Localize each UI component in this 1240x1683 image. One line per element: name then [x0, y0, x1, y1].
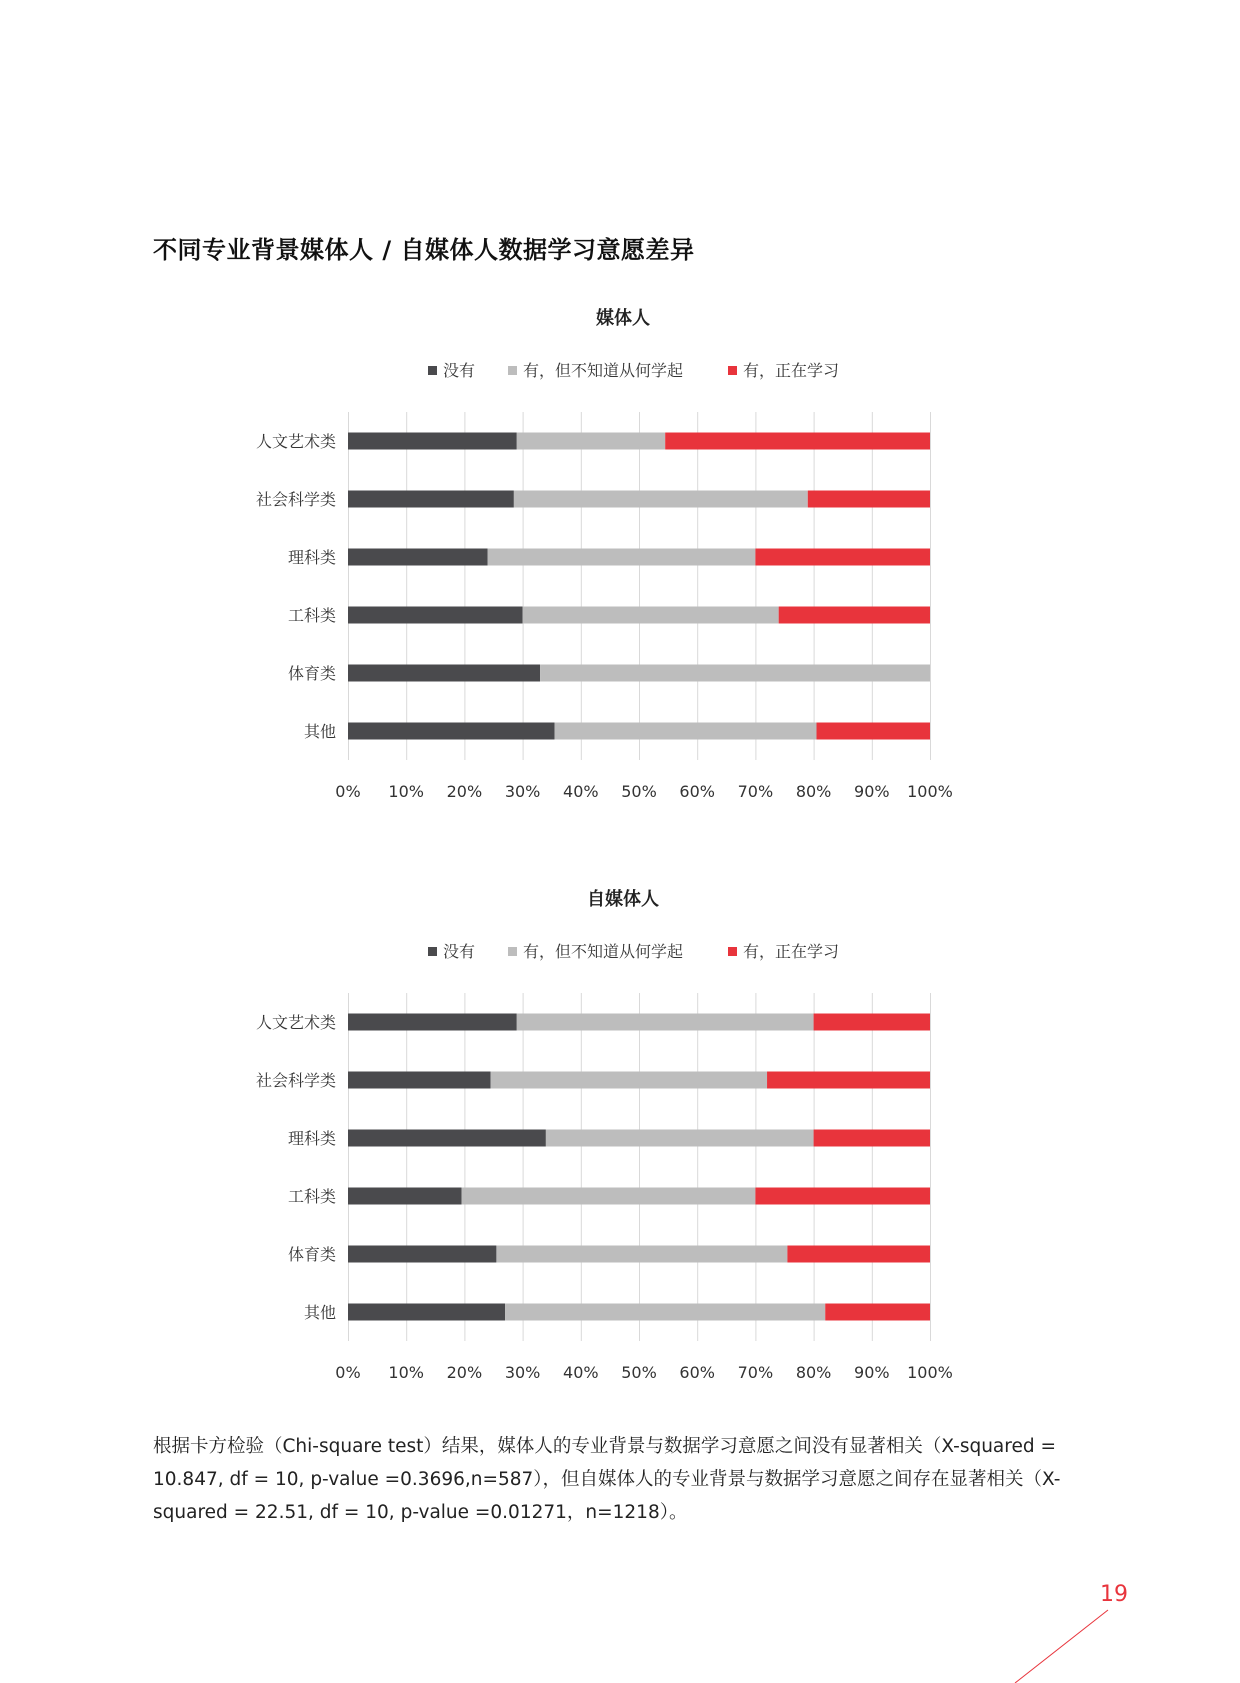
x-tick-label: 80%: [795, 782, 832, 800]
x-tick-label: 10%: [388, 782, 424, 800]
x-tick-label: 40%: [563, 782, 599, 800]
legend-label-2: 有，正在学习: [743, 942, 840, 961]
x-tick-label: 0%: [335, 1363, 361, 1381]
x-tick-label: 90%: [854, 782, 890, 800]
legend-label-2: 有，正在学习: [743, 361, 840, 380]
category-label: 人文艺术类: [255, 1013, 336, 1032]
category-label: 体育类: [287, 664, 336, 683]
x-tick-label: 20%: [446, 782, 483, 800]
x-tick-label: 40%: [563, 1363, 599, 1381]
legend-label-0: 没有: [443, 942, 476, 961]
category-label: 工科类: [287, 606, 336, 625]
x-tick-label: 80%: [795, 1363, 832, 1381]
page-title: 不同专业背景媒体人 / 自媒体人数据学习意愿差异: [153, 236, 695, 264]
x-tick-label: 30%: [504, 782, 541, 800]
category-label: 社会科学类: [255, 1071, 336, 1090]
x-tick-label: 60%: [679, 1363, 715, 1381]
category-label: 工科类: [287, 1187, 336, 1206]
category-label: 其他: [303, 1303, 336, 1322]
x-tick-label: 50%: [621, 1363, 657, 1381]
category-label: 理科类: [287, 548, 336, 567]
category-label: 理科类: [287, 1129, 336, 1148]
legend-label-1: 有，但不知道从何学起: [523, 361, 684, 380]
x-tick-label: 30%: [504, 1363, 541, 1381]
x-tick-label: 20%: [446, 1363, 483, 1381]
x-tick-label: 0%: [335, 782, 361, 800]
category-label: 人文艺术类: [255, 432, 336, 451]
legend-label-0: 没有: [443, 361, 476, 380]
chi-square-paragraph: 根据卡方检验（Chi-square test）结果，媒体人的专业背景与数据学习意愿之间没有显著相关（X-squared = 10.847, df = 10, p-value =0.3696,n=587），但自媒体人的专业背景与数据学习意愿之间存在显著相关（X-squared = 22.51, df = 10, p-value =0.01271，n=1218）。: [153, 1436, 1061, 1523]
category-label: 社会科学类: [255, 490, 336, 509]
page-number: 19: [1100, 1582, 1128, 1607]
x-tick-label: 90%: [854, 1363, 890, 1381]
category-label: 体育类: [287, 1245, 336, 1264]
chart-title: 媒体人: [596, 308, 650, 329]
category-label: 其他: [303, 722, 336, 741]
x-tick-label: 70%: [737, 782, 774, 800]
x-tick-label: 100%: [907, 1363, 953, 1381]
x-tick-label: 10%: [388, 1363, 424, 1381]
legend-label-1: 有，但不知道从何学起: [523, 942, 684, 961]
x-tick-label: 50%: [621, 782, 657, 800]
x-tick-label: 100%: [907, 782, 953, 800]
x-tick-label: 70%: [737, 1363, 774, 1381]
chart-title: 自媒体人: [587, 889, 659, 910]
x-tick-label: 60%: [679, 782, 715, 800]
